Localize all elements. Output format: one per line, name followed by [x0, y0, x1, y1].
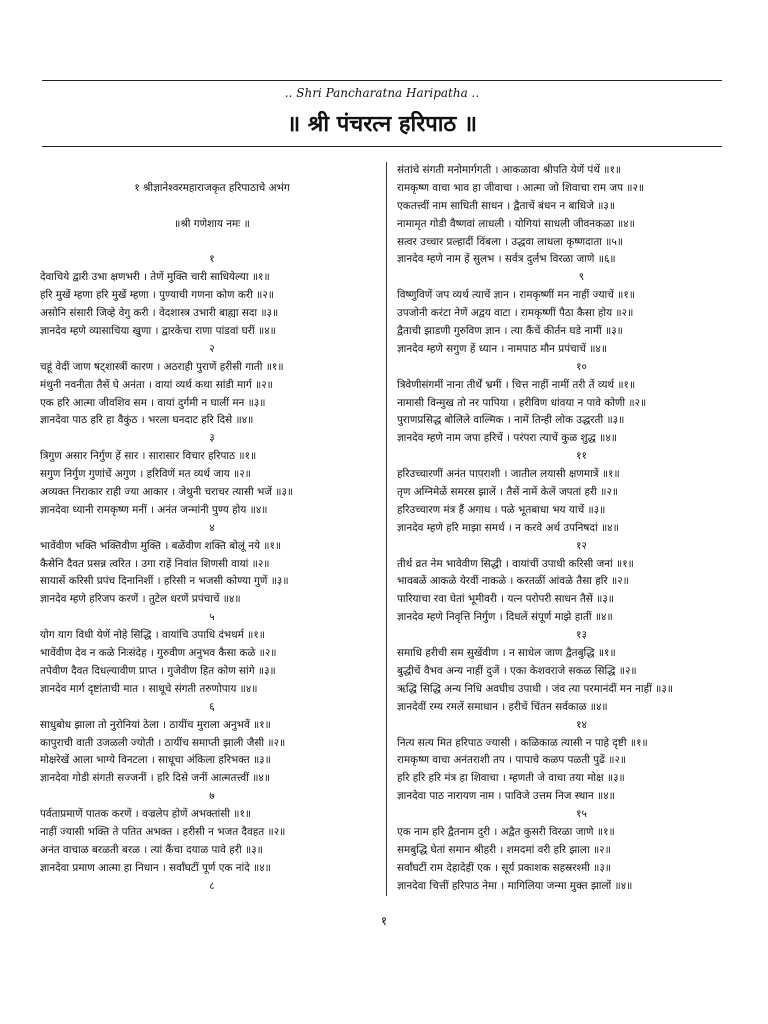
verse-line: हरि मुखें म्हणा हरि मुखें म्हणा । पुण्याची गणना कोण करी ॥२॥: [40, 289, 274, 302]
verse-line: संतांचे संगती मनोमार्गगती । आकळावा श्रीपति येणें पंथें ॥१॥: [397, 164, 622, 176]
verse-line: कापुराची वाती उजळली ज्योती । ठायींच समाप्ती झाली जैसी ॥२॥: [40, 736, 286, 749]
spacer-line: [40, 198, 384, 216]
top-rule: [42, 80, 722, 81]
section-heading: ७: [209, 790, 215, 803]
title-marathi: ॥ श्री पंचरत्न हरिपाठ ॥: [286, 112, 478, 137]
verse-line: भावबळें आकळे येरवीं नाकळे । करतळीं आंवळे तैसा हरि ॥२॥: [397, 575, 629, 588]
title-rule: [42, 146, 722, 147]
title-english: .. Shri Pancharatna Haripatha ..: [284, 86, 480, 100]
verse-line: ज्ञानदेव म्हणे हरिजप करणें । तुटेल धरणें प्रपंचाचें ॥४॥: [40, 593, 241, 606]
section-heading: १३: [576, 629, 587, 642]
verse-line: ज्ञानदेव म्हणे निवृत्ति निर्गुण । दिधलें संपूर्ण माझे हातीं ॥४॥: [397, 611, 613, 624]
verse-line: तपेवीण दैवत दिधल्यावीण प्राप्त । गुजेवीण हित कोण सांगे ॥३॥: [40, 664, 276, 677]
verse-line: बुद्धीचें वैभव अन्य नाहीं दुजें । एका केशवराजे सकळ सिद्धि ॥२॥: [397, 664, 637, 677]
verse-line: भावेंवीण देव न कळे निःसंदेह । गुरुवीण अनुभव कैसा कळे ॥२॥: [40, 647, 277, 660]
spacer-line: [40, 234, 384, 252]
verse-line: योग याग विधी येणें नोहे सिद्धि । वायांचि उपाधि दंभधर्म ॥१॥: [40, 629, 265, 642]
verse-line: ज्ञानदेवा पाठ नारायण नाम । पाविजे उत्तम निज स्थान ॥४॥: [397, 790, 615, 803]
verse-line: समाधि हरीची सम सुखेंवीण । न साधेल जाण द्वैतबुद्धि ॥१॥: [397, 647, 616, 660]
section-heading: ५: [209, 611, 215, 624]
verse-line: एक नाम हरि द्वैतनाम दुरी । अद्वैत कुसरी विरळा जाणे ॥१॥: [397, 825, 615, 838]
verse-line: साधुबोध झाला तो नुरोनियां ठेला । ठायींच मुराला अनुभवें ॥१॥: [40, 718, 271, 731]
page-number: १: [380, 914, 388, 928]
verse-line: ज्ञानदेवा गोडी संगती सज्जनीं । हरि दिसे जनीं आत्मतत्त्वीं ॥४॥: [40, 772, 271, 785]
section-heading: ३: [209, 432, 215, 445]
verse-line: ऋद्धि सिद्धि अन्य निधि अवघीच उपाधी । जंव त्या परमानंदीं मन नाहीं ॥३॥: [397, 682, 673, 695]
verse-line: हरि हरि हरि मंत्र हा शिवाचा । म्हणती जे वाचा तया मोक्ष ॥३॥: [397, 772, 625, 785]
verse-line: सगुण निर्गुण गुणांचें अगुण । हरिविणें मत व्यर्थ जाय ॥२॥: [40, 468, 251, 481]
section-heading: ९: [578, 271, 585, 284]
section-heading: १०: [576, 360, 587, 373]
verse-line: ज्ञानदेव म्हणे सगुण हें ध्यान । नामपाठ मौन प्रपंचाचें ॥४॥: [397, 342, 608, 355]
verse-line: अव्यक्त निराकार राही ज्या आकार । जेथुनी चराचर त्यासी भजें ॥३॥: [40, 486, 294, 499]
verse-line: नित्य सत्य मित हरिपाठ ज्यासी । कळिकाळ त्यासी न पाहे दृष्टी ॥१॥: [397, 736, 648, 749]
verse-line: कैसेनि दैवत प्रसन्न त्वरित । उगा राहें निवांत शिणसी वायां ॥२॥: [40, 557, 270, 570]
verse-line: विष्णुविणें जप व्यर्थ त्याचें ज्ञान । रामकृष्णीं मन नाहीं ज्याचें ॥१॥: [397, 289, 635, 302]
right-column: [397, 162, 766, 896]
verse-line: ज्ञानदेवा पाठ हरि हा वैकुंठ । भरला घनदाट हरि दिसे ॥४॥: [40, 414, 254, 427]
verse-line: एकतत्त्वीं नाम साधिती साधन । द्वैताचें बंधन न बाधिजे ॥३॥: [397, 199, 616, 212]
verse-line: नामासी विन्मुख तो नर पापिया । हरीविण धांवया न पावे कोणी ॥२॥: [397, 396, 647, 409]
verse-line: समबुद्धि घेतां समान श्रीहरी । शमदमां वरी हरि झाला ॥२॥: [397, 843, 611, 856]
verse-line: ज्ञानदेव म्हणे नाम जपा हरिचें । परंपरा त्याचें कुळ शुद्ध ॥४॥: [397, 432, 617, 445]
section-heading: ४: [209, 521, 215, 534]
verse-line: तीर्थ व्रत नेम भावेवीण सिद्धी । वायांचीं उपाधी करिसी जनां ॥१॥: [397, 557, 634, 570]
spacer-line: [40, 162, 384, 180]
verse-line: सत्वर उच्चार प्रल्हादीं विंबला । उद्धवा लाधला कृष्णदाता ॥५॥: [397, 235, 624, 248]
left-column: [40, 162, 384, 896]
verse-line: नाहीं ज्यासी भक्ति ते पतित अभक्त । हरीसी न भजत दैवहत ॥२॥: [40, 825, 286, 838]
section-heading: १५: [576, 808, 587, 821]
section-heading: १: [209, 253, 215, 266]
verse-line: रामकृष्ण वाचा भाव हा जीवाचा । आत्मा जो शिवाचा राम जप ॥२॥: [397, 181, 645, 194]
verse-line: सर्वांघटीं राम देहादेहीं एक । सूर्य प्रकाशक सहस्ररश्मी ॥३॥: [397, 861, 612, 874]
column-divider: [386, 162, 387, 896]
verse-line: ज्ञानदेव मार्ग दृष्टांताची मात । साधूचे संगती तरुणोपाय ॥४॥: [40, 682, 258, 695]
verse-line: देवाचिये द्वारी उभा क्षणभरी । तेणें मुक्ति चारी साधियेल्या ॥१॥: [40, 271, 270, 284]
verse-line: ज्ञानदेवा प्रमाण आत्मा हा निधान । सर्वांघटीं पूर्ण एक नांदे ॥४॥: [40, 861, 271, 874]
verse-line: हरिउच्चारण मंत्र हैं अगाध । पळे भूतबाधा भय याचें ॥३॥: [397, 503, 606, 516]
verse-line: तृण अग्निमेळें समरस झालें । तैसें नामें केलें जपतां हरी ॥२॥: [397, 486, 619, 499]
section-heading: ॥श्री गणेशाय नमः ॥: [174, 217, 250, 230]
verse-line: द्वैताची झाडणी गुरुविण ज्ञान । त्या कैंचें कीर्तन घडे नामीं ॥३॥: [397, 325, 623, 338]
verse-line: पुराणप्रसिद्ध बोलिले वाल्मिक । नामें तिन्ही लोक उद्धरती ॥३॥: [397, 414, 625, 427]
section-heading: ११: [576, 450, 587, 463]
verse-line: ज्ञानदेवा चित्तीं हरिपाठ नेमा । मागिलिया जन्मा मुक्त झालों ॥४॥: [397, 879, 633, 892]
section-heading: १४: [576, 718, 587, 731]
verse-line: ज्ञानदेव म्हणे व्यासाचिया खुणा । द्वारकेचा राणा पांडवां घरीं ॥४॥: [40, 325, 276, 338]
section-heading: ६: [209, 700, 215, 713]
verse-line: पारियाचा रवा घेतां भूमीवरी । यत्न परोपरी साधन तैसें ॥३॥: [397, 593, 614, 606]
section-heading: ८: [209, 879, 215, 892]
verse-line: मोक्षरेखें आला भाग्ये विनटला । साधूचा अंकिला हरिभक्त ॥३॥: [40, 754, 271, 767]
verse-line: चहूं वेदीं जाण षट्शास्त्रीं कारण । अठराही पुराणें हरीसी गाती ॥१॥: [40, 360, 284, 373]
verse-line: नामामृत गोडी वैष्णवां लाधली । योगियां साधली जीवनकळा ॥४॥: [397, 217, 635, 230]
verse-line: ज्ञानदेवा ध्यानी रामकृष्ण मनीं । अनंत जन्मांनी पुण्य होय ॥४॥: [40, 503, 268, 516]
verse-line: त्रिगुण असार निर्गुण हें सार । सारासार विचार हरिपाठ ॥१॥: [40, 450, 257, 463]
section-heading: १ श्रीज्ञानेश्वरमहाराजकृत हरिपाठाचे अभंग: [134, 181, 290, 194]
verse-line: असोनि संसारी जिव्हे वेगु करी । वेदशास्त्र उभारी बाह्या सदा ॥३॥: [40, 307, 279, 320]
verse-line: पर्वताप्रमाणें पातक करणें । वज्रलेप होणें अभक्तांसी ॥१॥: [40, 808, 252, 821]
verse-line: भावेंवीण भक्ति भक्तिवीण मुक्ति । बळेंवीण शक्ति बोलूं नये ॥१॥: [40, 539, 282, 552]
verse-line: मंथुनी नवनीता तैसें घे अनंता । वायां व्यर्थ कथा सांडी मार्ग ॥२॥: [40, 378, 273, 391]
verse-line: रामकृष्ण वाचा अनंतराशी तप । पापाचे कळप पळती पुढें ॥२॥: [397, 754, 627, 767]
verse-line: एक हरि आत्मा जीवशिव सम । वायां दुर्गमी न घालीं मन ॥३॥: [40, 396, 266, 409]
verse-line: अनंत वाचाळ बरळती बरळ । त्यां कैंचा दयाळ पावे हरी ॥३॥: [40, 843, 263, 856]
verse-line: हरिउच्चारणीं अनंत पापराशी । जातील लयासी क्षणमात्रें ॥१॥: [397, 468, 620, 481]
verse-line: उपजोनी करंटा नेणें अद्वय वाटा । रामकृष्णीं पैठा कैसा होय ॥२॥: [397, 307, 634, 320]
verse-line: त्रिवेणीसंगमीं नाना तीर्थें भ्रमीं । चित्त नाहीं नामीं तरी तें व्यर्थ ॥१॥: [397, 378, 636, 391]
verse-line: सायासें करिसी प्रपंच दिनानिशीं । हरिसी न भजसी कोण्या गुणें ॥३॥: [40, 575, 289, 588]
section-heading: १२: [576, 539, 587, 552]
verse-line: ज्ञानदेव म्हणे नाम हें सुलभ । सर्वत्र दुर्लभ विरळा जाणे ॥६॥: [397, 253, 616, 266]
verse-line: ज्ञानदेवीं रम्य रमलें समाधान । हरीचें चिंतन सर्वकाळ ॥४॥: [397, 700, 608, 713]
section-heading: २: [209, 342, 215, 355]
verse-line: ज्ञानदेव म्हणे हरि माझा समर्थ । न करवे अर्थ उपनिषदां ॥४॥: [397, 521, 619, 534]
